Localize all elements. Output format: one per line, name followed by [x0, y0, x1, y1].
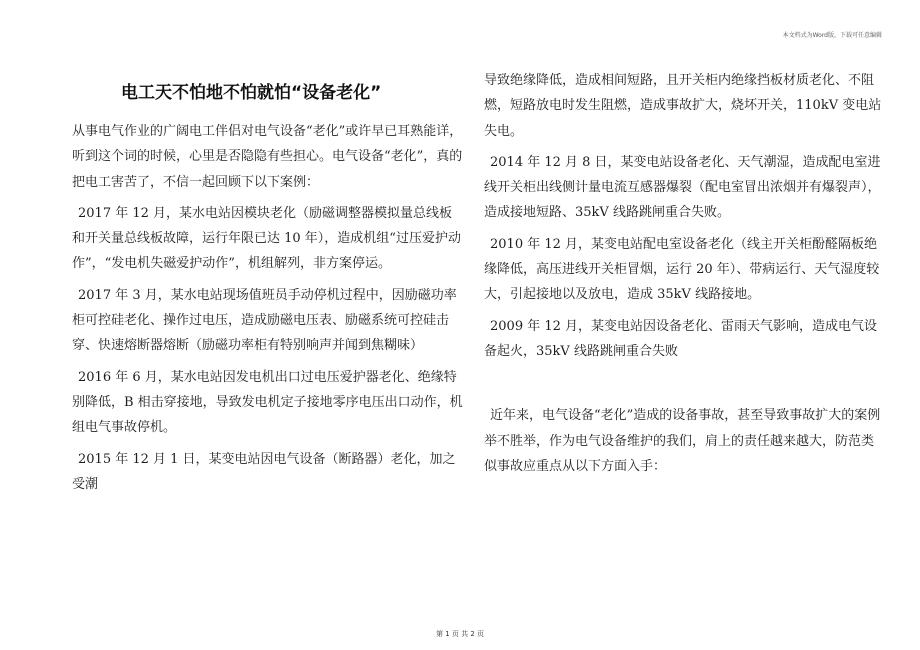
article-title: 电工天不怕地不怕就怕“设备老化”: [121, 83, 382, 103]
case-paragraph: 2016 年 6 月，某水电站因发电机出口过电压爱护器老化、绝缘特别降低，B 相击穿接地，导致发电机定子接地零序电压出口动作，机组电气事故停机。: [72, 369, 463, 436]
case-paragraph: 2015 年 12 月 1 日，某变电站因电气设备（断路器）老化，加之受潮: [72, 451, 456, 492]
left-column: [72, 68, 464, 503]
case-paragraph: 2017 年 12 月，某水电站因模块老化（励磁调整器模拟量总线板和开关量总线板故障，运行年限已达 10 年），造成机组“过压爱护动作”，“发电机失磁爱护动作”，机组解列，非方案停运。: [72, 205, 461, 272]
case-paragraph: 2009 年 12 月，某变电站因设备老化、雷雨天气影响，造成电气设备起火，35kV 线路跳闸重合失败: [484, 318, 878, 359]
summary-paragraph: 近年来，电气设备“老化”造成的设备事故，甚至导致事故扩大的案例举不胜举，作为电气设备维护的我们，肩上的责任越来越大，防范类似事故应重点从以下方面入手：: [484, 408, 881, 474]
paragraph-gap: [484, 370, 884, 403]
case-paragraph: 2017 年 3 月，某水电站现场值班员手动停机过程中，因励磁功率柜可控硅老化、操作过电压，造成励磁电压表、励磁系统可控硅击穿、快速熔断器熔断（励磁功率柜有特别响声并闻到焦糊味）: [72, 287, 457, 354]
intro-paragraph: 从事电气作业的广阔电工伴侣对电气设备“老化”或许早已耳熟能详，听到这个词的时候，心里是否隐隐有些担心。电气设备“老化”，真的把电工害苦了，不信一起回顾下以下案例：: [72, 124, 463, 190]
case-paragraph: 2014 年 12 月 8 日，某变电站设备老化、天气潮湿，造成配电室进线开关柜出线侧计量电流互感器爆裂（配电室冒出浓烟并有爆裂声），造成接地短路、35kV 线路跳闸重合失败。: [484, 154, 881, 221]
case-paragraph: 2010 年 12 月，某变电站配电室设备老化（线主开关柜酚醛隔板绝缘降低，高压进线开关柜冒烟，运行 20 年）、带病运行、天气湿度较大，引起接地以及放电，造成 35kV 线路接地。: [484, 236, 880, 303]
right-column: [484, 68, 884, 485]
case-paragraph: 导致绝缘降低，造成相间短路，且开关柜内绝缘挡板材质老化、不阻燃，短路放电时发生阻燃，造成事故扩大，烧坏开关，110kV 变电站失电。: [484, 73, 882, 139]
page-footer: 第 1 页 共 2 页: [435, 630, 485, 638]
header-note: 本文档式为Word版，下载可任意编辑: [782, 32, 882, 39]
